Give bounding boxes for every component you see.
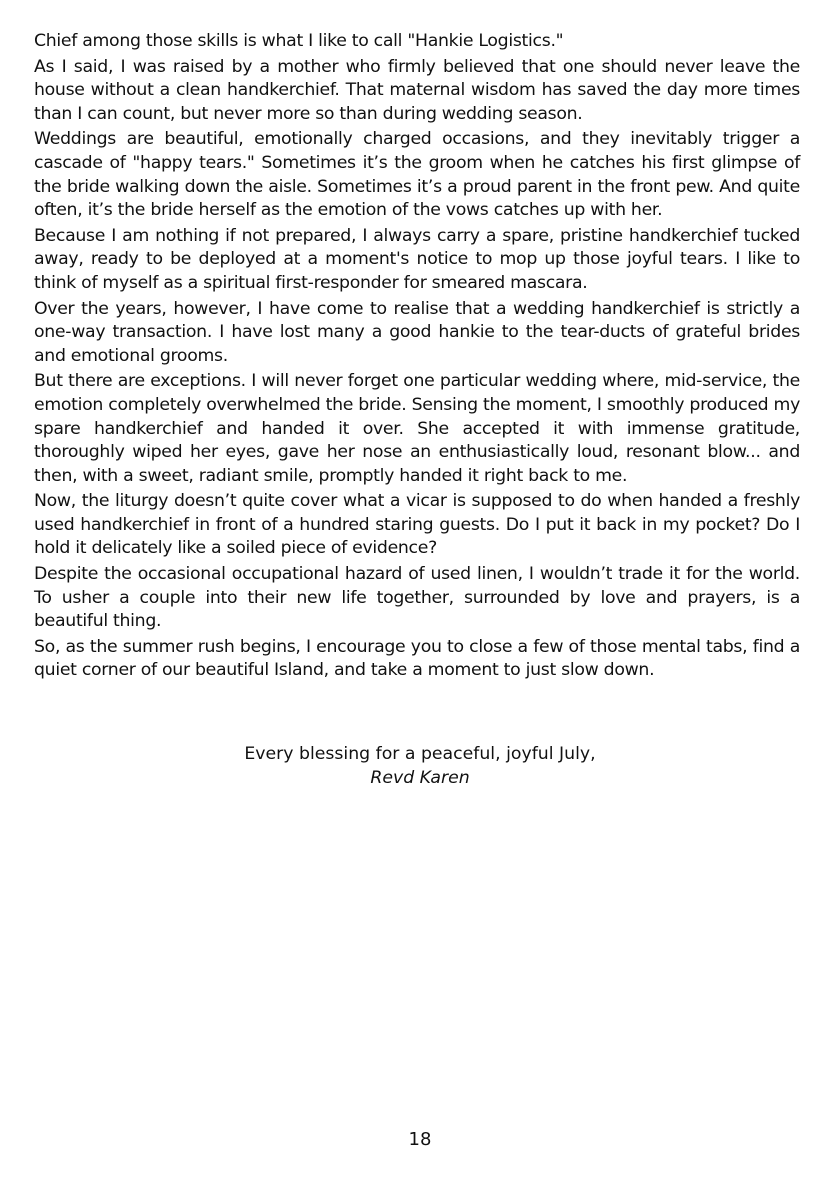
paragraph: But there are exceptions. I will never forget one particular wedding where, mid-service, the emotion completely overwhelmed the bride. Sensing the moment, I smoothly produced my spare handkerchief and handed it over. She accepted it with immense gratitude, thoroughly wiped her eyes, gave her nose an enthusiastically loud, resonant blow... and then, with a sweet, radiant smile, promptly handed it right back to me. [34, 371, 800, 486]
signature: Revd Karen [370, 768, 470, 788]
page-number: 18 [408, 1129, 432, 1150]
paragraph: Despite the occasional occupational hazard of used linen, I wouldn’t trade it for the world. To usher a couple into their new life together, surrounded by love and prayers, is a beautiful thing. [34, 564, 800, 632]
paragraph: Chief among those skills is what I like to call "Hankie Logistics." [34, 31, 564, 51]
paragraph: So, as the summer rush begins, I encourage you to close a few of those mental tabs, find a quiet corner of our beautiful Island, and take a moment to just slow down. [34, 636, 800, 681]
article-body [34, 30, 800, 685]
sign-off [0, 742, 840, 790]
paragraph: Now, the liturgy doesn’t quite cover what a vicar is supposed to do when handed a freshly used handkerchief in front of a hundred staring guests. Do I put it back in my pocket? Do I hold it delicately like a soiled piece of evidence? [34, 491, 800, 559]
paragraph: As I said, I was raised by a mother who firmly believed that one should never leave the house without a clean handkerchief. That maternal wisdom has saved the day more times than I can count, but never more so than during wedding season. [34, 56, 800, 124]
paragraph: Weddings are beautiful, emotionally charged occasions, and they inevitably trigger a cascade of "happy tears." Sometimes it’s the groom when he catches his first glimpse of the bride walking down the aisle. Sometimes it’s a proud parent in the front pew. And quite often, it’s the bride herself as the emotion of the vows catches up with her. [34, 129, 800, 221]
paragraph: Because I am nothing if not prepared, I always carry a spare, pristine handkerchief tucked away, ready to be deployed at a moment's notice to mop up those joyful tears. I like to think of myself as a spiritual first-responder for smeared mascara. [34, 225, 800, 293]
closing-line: Every blessing for a peaceful, joyful July, [244, 744, 596, 764]
paragraph: Over the years, however, I have come to realise that a wedding handkerchief is strictly a one-way transaction. I have lost many a good hankie to the tear-ducts of grateful brides and emotional grooms. [34, 298, 800, 366]
